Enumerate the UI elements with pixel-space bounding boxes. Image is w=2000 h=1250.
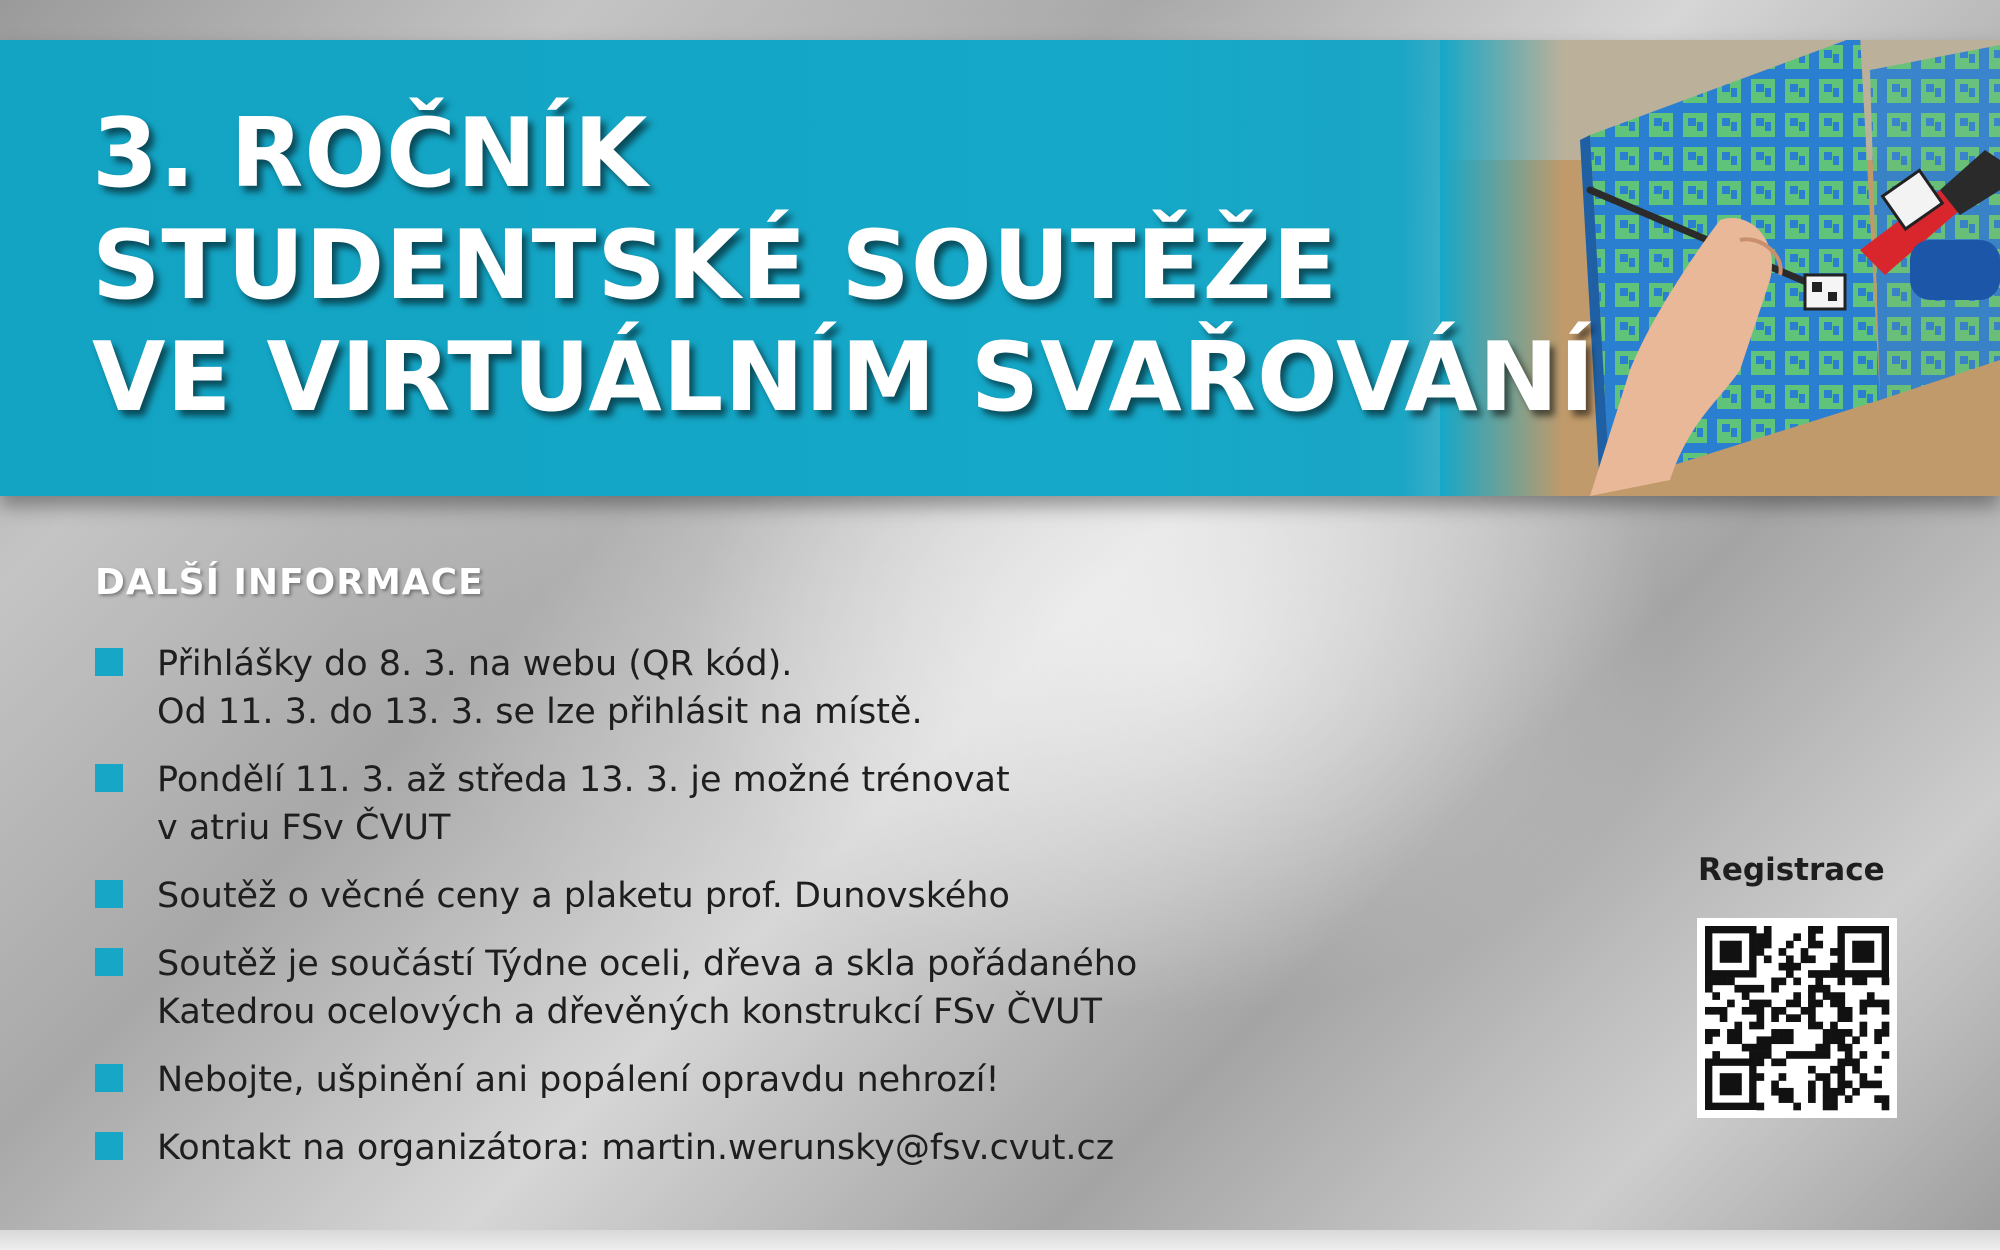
square-bullet-icon <box>95 648 123 676</box>
title-line-2: STUDENTSKÉ SOUTĚŽE <box>92 211 1339 321</box>
list-item-line: Nebojte, ušpinění ani popálení opravdu nehrozí! <box>157 1060 1000 1100</box>
list-item <box>95 872 1325 920</box>
square-bullet-icon <box>95 948 123 976</box>
list-item-line: Od 11. 3. do 13. 3. se lze přihlásit na místě. <box>157 692 923 732</box>
square-bullet-icon <box>95 1064 123 1092</box>
list-item-line: Katedrou ocelových a dřevěných konstrukcí FSv ČVUT <box>157 992 1102 1032</box>
square-bullet-icon <box>95 764 123 792</box>
qr-code-icon <box>1697 918 1897 1118</box>
list-item <box>95 940 1325 1036</box>
registration-qr-code[interactable] <box>1697 918 1897 1118</box>
list-item <box>95 1056 1325 1104</box>
info-heading: DALŠÍ INFORMACE <box>95 562 484 603</box>
contact-email-text: Kontakt na organizátora: martin.werunsky@fsv.cvut.cz <box>157 1128 1115 1168</box>
list-item-line: v atriu FSv ČVUT <box>157 808 451 848</box>
list-item <box>95 756 1325 852</box>
page-title <box>92 98 1596 434</box>
registration-label: Registrace <box>1698 852 1885 888</box>
list-item <box>95 1124 1325 1172</box>
title-line-3: VE VIRTUÁLNÍM SVAŘOVÁNÍ <box>92 323 1596 433</box>
bottom-strip <box>0 1230 2000 1250</box>
title-line-1: 3. ROČNÍK <box>92 99 649 209</box>
square-bullet-icon <box>95 880 123 908</box>
list-item-line: Pondělí 11. 3. až středa 13. 3. je možné trénovat <box>157 760 1010 800</box>
list-item-line: Přihlášky do 8. 3. na webu (QR kód). <box>157 644 793 684</box>
info-list <box>95 640 1325 1192</box>
list-item-line: Soutěž je součástí Týdne oceli, dřeva a skla pořádaného <box>157 944 1138 984</box>
square-bullet-icon <box>95 1132 123 1160</box>
list-item-line: Soutěž o věcné ceny a plaketu prof. Dunovského <box>157 876 1010 916</box>
header-banner <box>0 40 2000 496</box>
list-item <box>95 640 1325 736</box>
